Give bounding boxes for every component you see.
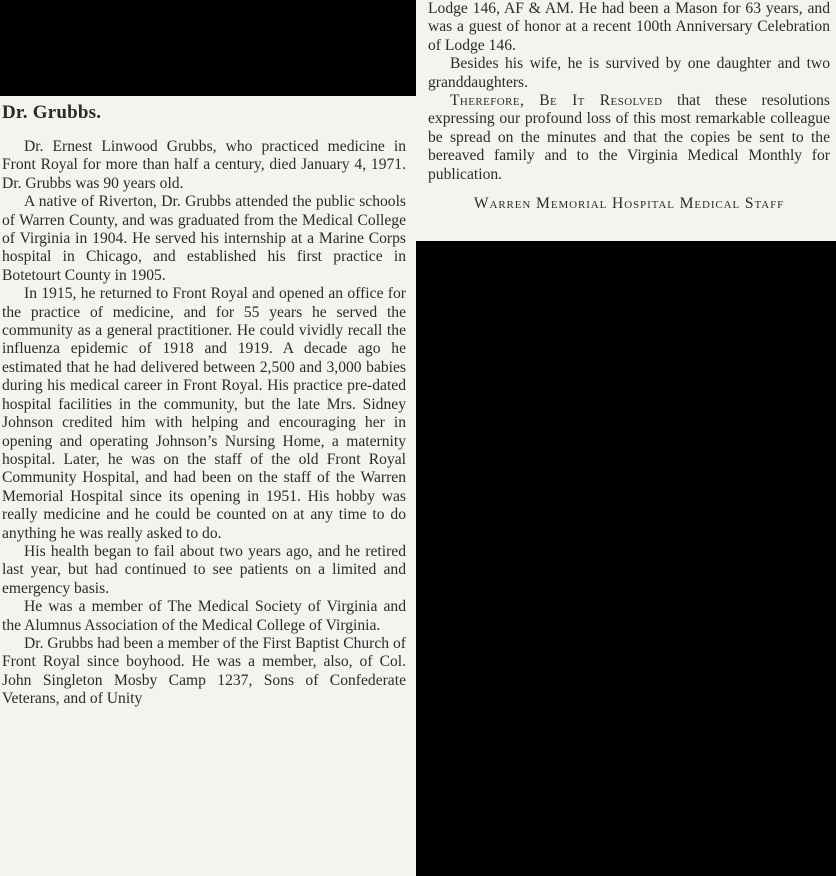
paragraph-resolution — [428, 92, 830, 184]
paragraph-memberships: He was a member of The Medical Society of Virginia and the Alumnus Association of the Medical College of Virginia. — [2, 598, 406, 634]
paragraph-church: Dr. Grubbs had been a member of the First Baptist Church of Front Royal since boyhood. He was a member, also, of Col. John Singleton Mosby Camp 1237, Sons of Confederate Veterans, and of Unity — [2, 634, 406, 708]
right-column — [416, 0, 836, 241]
paragraph-education: A native of Riverton, Dr. Grubbs attended the public schools of Warren County, and was graduated from the Medical College of Virginia in 1904. He served his internship at a Marine Corps hospital in Chicago, and established his first practice in Botetourt County in 1905. — [2, 193, 406, 284]
signature: Warren Memorial Hospital Medical Staff — [473, 195, 785, 213]
paragraph-retirement: His health began to fail about two years ago, and he retired last year, but had continued to see patients on a limited and emergency basis. — [2, 542, 406, 597]
paragraph-lodge-continuation: Lodge 146, AF & AM. He had been a Mason for 63 years, and was a guest of honor at a recent 100th Anniversary Celebration of Lodge 146. — [428, 0, 830, 54]
paragraph-obituary-intro: Dr. Ernest Linwood Grubbs, who practiced medicine in Front Royal for more than half a century, died January 4, 1971. Dr. Grubbs was 90 years old. — [2, 138, 406, 192]
paragraph-survivors: Besides his wife, he is survived by one daughter and two granddaughters. — [428, 55, 830, 91]
left-column — [0, 96, 416, 876]
paragraph-career: In 1915, he returned to Front Royal and opened an office for the practice of medicine, and for 55 years he served the community as a general practitioner. He could vividly recall the influenza epidemic of 1918 and 1919. A decade ago he estimated that he had delivered between 2,500 and 3,000 babies during his medical career in Front Royal. His practice pre-dated hospital facilities in the community, but the late Mrs. Sidney Johnson credited him with helping and encouraging her in opening and operating Johnson’s Nursing Home, a maternity hospital. Later, he was on the staff of the old Front Royal Community Hospital, and had been on the staff of the Warren Memorial Hospital since its opening in 1951. His hobby was really medicine and he could be counted on at any time to do anything he was really asked to do. — [2, 285, 406, 542]
article-heading: Dr. Grubbs. — [2, 102, 102, 123]
resolution-text: that these resolutions expressing our profound loss of this most remarkable colleague be spread on the minutes and that the copies be sent to the bereaved family and to the Virginia Medical Monthly for publication. — [428, 92, 830, 183]
resolution-lead: Therefore, Be It Resolved — [450, 92, 663, 110]
